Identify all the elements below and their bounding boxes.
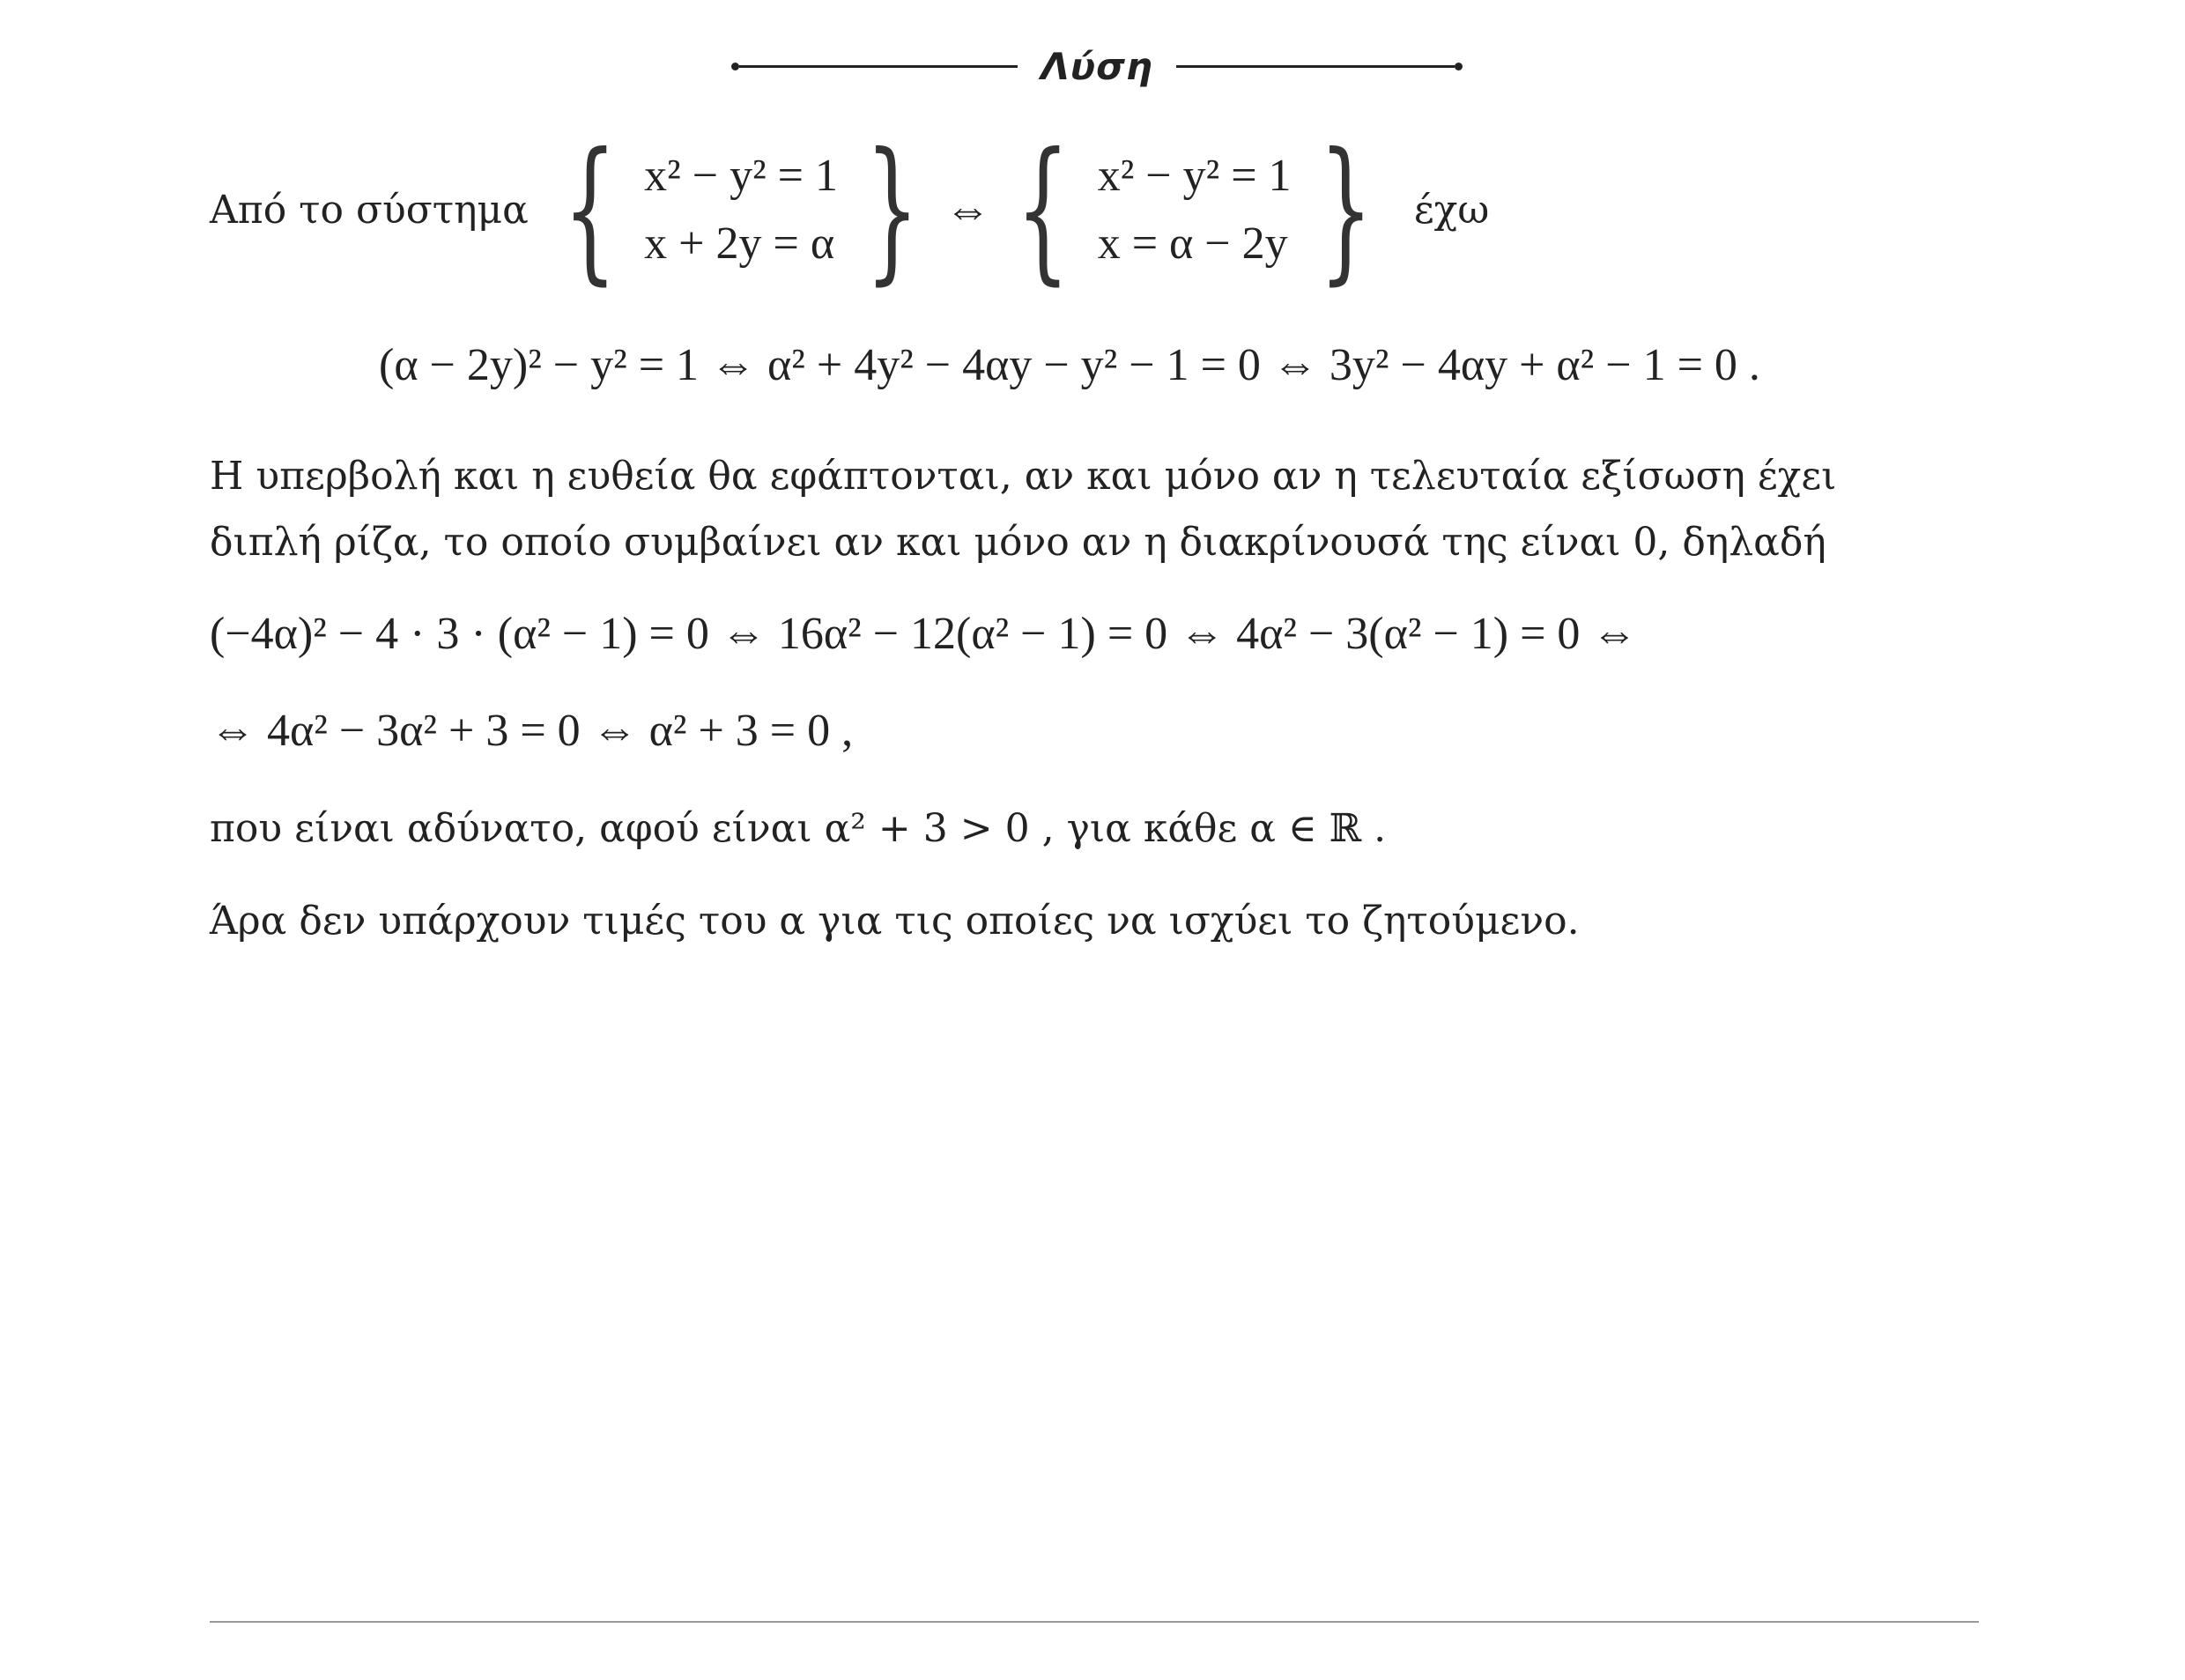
right-system-eq1: x² − y² = 1 (1097, 151, 1292, 201)
system-equivalence: ⇔ (944, 184, 991, 235)
right-brace-open: { (1016, 120, 1070, 300)
header-left-dot (731, 63, 739, 70)
paragraph-line-1: Η υπερβολή και η ευθεία θα εφάπτονται, αν και μόνο αν η τελευταία εξίσωση έχει (210, 454, 1837, 499)
section-title: Λύση (1041, 44, 1153, 88)
right-system-equations (1092, 150, 1297, 270)
conclusion: Άρα δεν υπάρχουν τιμές του α για τις οποίες να ισχύει το ζητούμενο. (210, 899, 1580, 944)
header-right-dot (1455, 63, 1463, 70)
right-system (994, 120, 1395, 300)
system-intro: Από το σύστημα (210, 187, 529, 233)
right-brace-close: } (1318, 120, 1373, 300)
left-brace-open: { (562, 120, 618, 300)
substitution-equation: (α − 2y)² − y² = 1 ⇔ α² + 4y² − 4αy − y² − 1 = 0 ⇔ 3y² − 4αy + α² − 1 = 0 . (379, 340, 1760, 390)
right-system-eq2: x = α − 2y (1097, 218, 1288, 269)
header-right-rule (1176, 65, 1455, 68)
discriminant-equation: (−4α)² − 4 · 3 · (α² − 1) = 0 ⇔ 16α² − 12(α² − 1) = 0 ⇔ 4α² − 3(α² − 1) = 0 ⇔ (210, 609, 1638, 659)
equation-system (210, 120, 1490, 300)
paragraph-line-2: διπλή ρίζα, το οποίο συμβαίνει αν και μόνο αν η διακρίνουσά της είναι 0, δηλαδή (210, 520, 1826, 565)
footer-rule (210, 1621, 1979, 1623)
system-outro: έχω (1413, 187, 1490, 233)
impossible-statement: που είναι αδύνατο, αφού είναι α² + 3 > 0 , για κάθε α ∈ ℝ . (210, 806, 1387, 851)
left-system (541, 120, 942, 300)
section-header (731, 35, 1463, 97)
left-system-eq1: x² − y² = 1 (644, 151, 839, 201)
header-left-rule (739, 65, 1018, 68)
simplified-equation: ⇔ 4α² − 3α² + 3 = 0 ⇔ α² + 3 = 0 , (210, 706, 854, 756)
left-system-equations (639, 150, 843, 270)
left-brace-close: } (865, 120, 920, 300)
left-system-eq2: x + 2y = α (644, 218, 835, 269)
